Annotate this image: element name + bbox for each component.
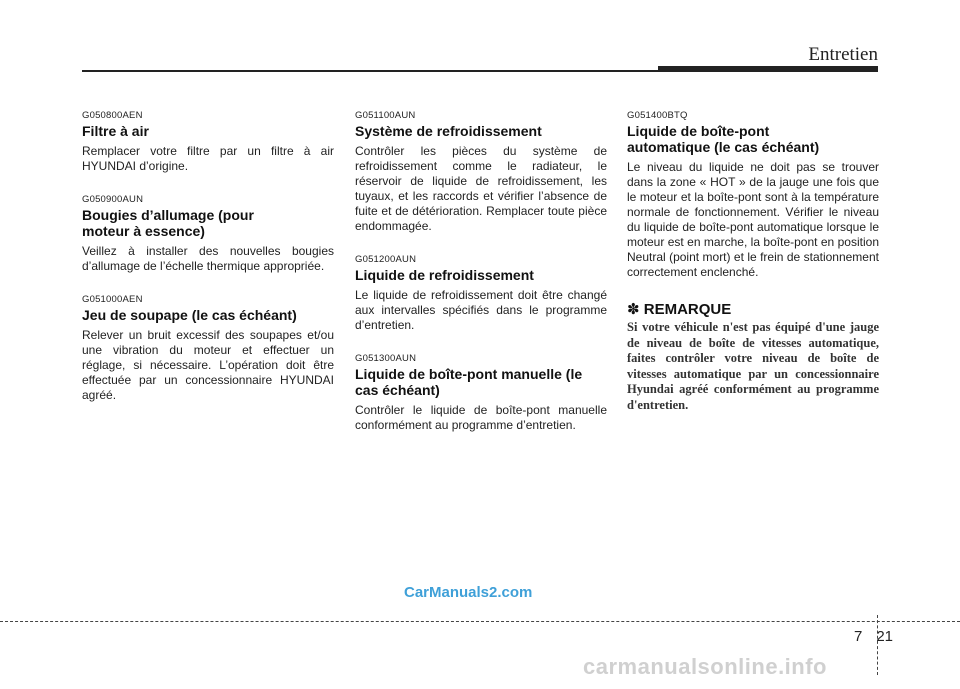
section-text: Veillez à installer des nouvelles bougies d’allumage de l’échelle thermique appropriée. xyxy=(82,244,334,273)
note-title xyxy=(627,300,879,318)
section-bougies xyxy=(82,194,334,274)
section-jeu-soupape xyxy=(82,294,334,403)
note-text: Si votre véhicule n'est pas équipé d'une jauge de niveau de boîte de vitesses automatique, faites contrôler votre niveau de boîte de vitesses automatique par un concessionnaire Hyundai agréé conformément au programme d'entretien. xyxy=(627,320,879,412)
section-code: G050800AEN xyxy=(82,110,143,121)
chapter-number: 7 xyxy=(854,628,863,645)
section-code: G050900AUN xyxy=(82,194,144,205)
section-text: Contrôler le liquide de boîte-pont manuelle conformément au programme d’entretien. xyxy=(355,403,607,432)
asterisk-icon: ✽ xyxy=(627,301,640,318)
section-boite-manuelle xyxy=(355,353,607,433)
section-heading: Filtre à air xyxy=(82,123,149,139)
section-code: G051200AUN xyxy=(355,254,417,265)
section-heading: Système de refroidissement xyxy=(355,123,542,139)
watermark-site: carmanualsonline.info xyxy=(583,654,827,679)
section-text: Le liquide de refroidissement doit être changé aux intervalles spécifiés dans le programme d’entretien. xyxy=(355,288,607,332)
column-3 xyxy=(627,110,879,413)
section-boite-automatique xyxy=(627,110,879,280)
header-rule xyxy=(82,70,660,72)
header-rule-accent xyxy=(658,66,878,72)
section-code: G051000AEN xyxy=(82,294,143,305)
section-liquide-refroidissement xyxy=(355,254,607,333)
section-heading: Liquide de boîte-pont automatique (le cas échéant) xyxy=(627,123,820,155)
column-2 xyxy=(355,110,607,453)
section-code: G051100AUN xyxy=(355,110,416,121)
column-1 xyxy=(82,110,334,423)
page-number xyxy=(854,628,893,645)
section-heading: Liquide de boîte-pont manuelle (le cas échéant) xyxy=(355,366,583,398)
note-title-label: REMARQUE xyxy=(643,301,732,318)
section-text: Contrôler les pièces du système de refroidissement comme le radiateur, le réservoir de liquide de refroidissement, les tuyaux, et les raccords et vérifier l’absence de fuite et de détérioration. Remplacer toute pièce endommagée. xyxy=(355,144,607,233)
section-heading: Liquide de refroidissement xyxy=(355,267,534,283)
section-title: Entretien xyxy=(808,44,878,65)
page-number-value: 21 xyxy=(876,628,894,645)
section-text: Remplacer votre filtre par un filtre à air HYUNDAI d’origine. xyxy=(82,144,334,173)
section-code: G051300AUN xyxy=(355,353,417,364)
section-heading: Bougies d’allumage (pour moteur à essence) xyxy=(82,207,254,239)
note-box xyxy=(627,300,879,413)
section-heading: Jeu de soupape (le cas échéant) xyxy=(82,307,297,323)
section-text: Le niveau du liquide ne doit pas se trouver dans la zone « HOT » de la jauge une fois que le moteur et la boîte-pont sont à la température normale de fonctionnement. Vérifier le niveau du liquide de boîte-pont automatique lorsque le moteur est en marche, la boîte-pont en position Neutral (point mort) et le frein de stationnement correctement enclenché. xyxy=(627,160,879,279)
section-code: G051400BTQ xyxy=(627,110,688,121)
watermark-brand: CarManuals2.com xyxy=(404,584,533,601)
section-text: Relever un bruit excessif des soupapes et/ou une vibration du moteur et effectuer un réglage, si nécessaire. L’opération doit être effectuée par un concessionnaire HYUNDAI agréé. xyxy=(82,328,334,402)
footer-divider xyxy=(877,615,878,675)
footer-rule xyxy=(0,621,960,622)
section-refroidissement xyxy=(355,110,607,234)
section-filtre-air xyxy=(82,110,334,174)
